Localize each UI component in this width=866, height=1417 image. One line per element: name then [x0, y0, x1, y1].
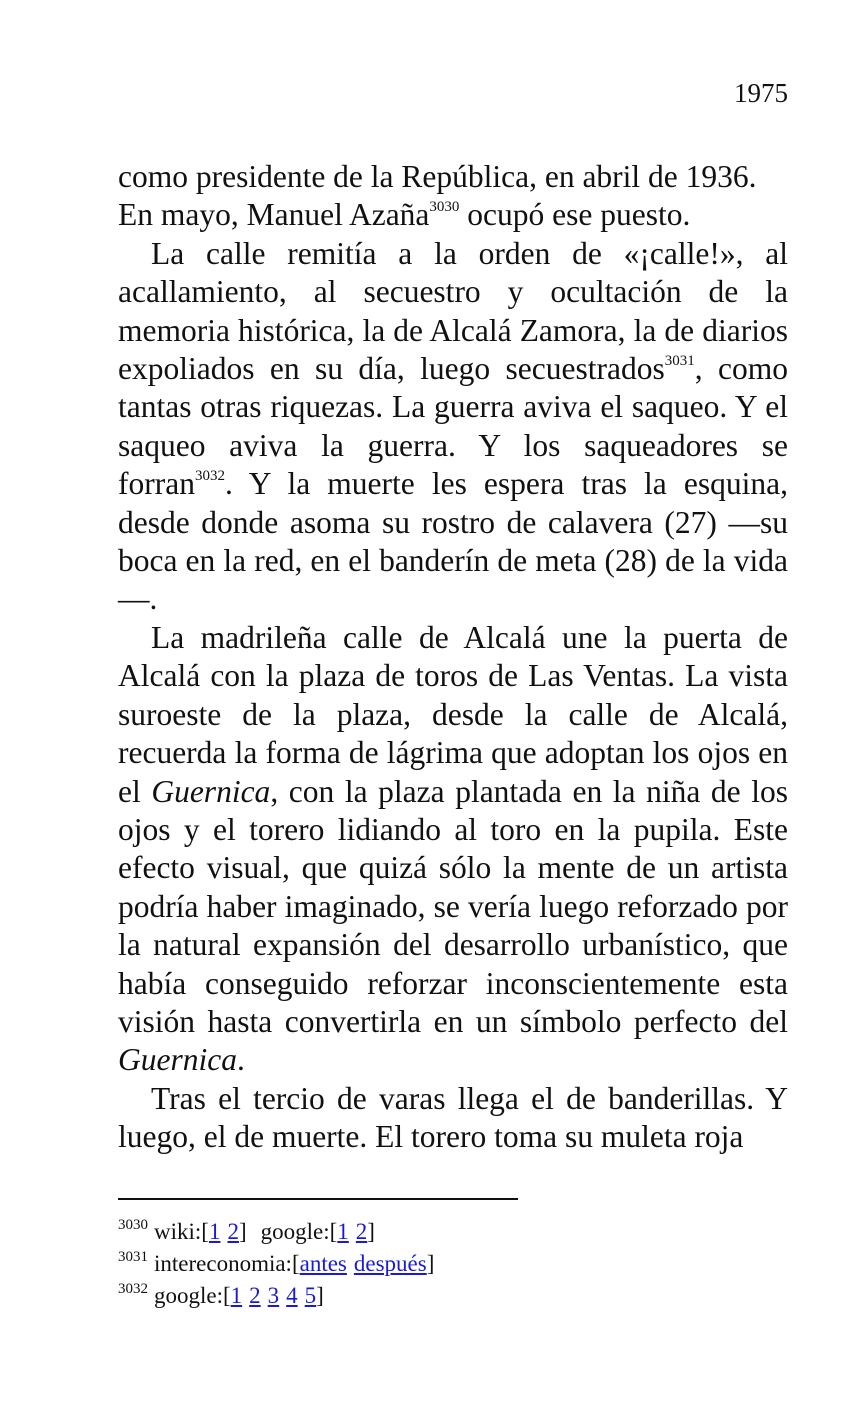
paragraph-text: La madrileña calle de Alcalá une la puerta de Alcalá con la plaza de toros de Las Ventas. La vista suroeste de la plaza, desde la calle de Alcalá, recuerda la forma de lágrima que adoptan los ojos en el	[118, 619, 788, 809]
google-link-2[interactable]: 2	[355, 1219, 368, 1244]
italic-title: Guernica	[118, 1042, 237, 1078]
footnote-label: google:	[154, 1283, 223, 1308]
paragraph-text: , como tantas otras riquezas. La guerra aviva el saqueo. Y el saqueo aviva la guerra. Y los saqueadores se forran	[118, 351, 789, 502]
paragraph	[118, 158, 788, 235]
intereconomia-link-antes[interactable]: antes	[299, 1251, 347, 1276]
footnote-3032: $^{3032}$ google:[1 2 3 4 5]	[118, 1281, 324, 1308]
footnote-number: 3030	[118, 1217, 148, 1233]
google-link-1[interactable]: 1	[337, 1219, 349, 1244]
paragraph	[118, 1080, 788, 1157]
footnotes	[118, 1216, 434, 1312]
paragraph-text: como presidente de la República, en abril de 1936. En mayo, Manuel Azaña	[118, 159, 757, 233]
google-link-1[interactable]: 1	[230, 1283, 243, 1308]
footnote-label: google:	[260, 1219, 330, 1244]
wiki-link-1[interactable]: 1	[208, 1219, 221, 1244]
paragraph-text: .	[236, 1042, 245, 1078]
wiki-link-2[interactable]: 2	[227, 1219, 239, 1244]
paragraph	[118, 235, 788, 619]
intereconomia-link-despues[interactable]: después	[353, 1251, 427, 1276]
footnote-number: 3031	[118, 1249, 148, 1265]
page-number: 1975	[734, 78, 788, 108]
paragraph-text: , con la plaza plantada en la niña de los ojos y el torero lidiando al toro en la pupila. Este efecto visual, que quizá sólo la mente de un artista podría haber imaginado, se vería luego reforzado por la natural expansión del desarrollo urbanístico, que había conseguido reforzar inconscientemente esta visión hasta convertirla en un símbolo perfecto del	[118, 773, 789, 1039]
footnote-divider	[118, 1198, 518, 1200]
footnote-label: intereconomia:	[154, 1251, 292, 1276]
footnote-3030: $^{3030}$ wiki:[1 2] google:[1 2]	[118, 1217, 375, 1244]
paragraph-text: ocupó ese puesto.	[459, 197, 691, 233]
google-link-5[interactable]: 5	[304, 1283, 317, 1308]
main-text	[118, 158, 788, 1157]
footnote-3031: $^{3031}$ intereconomia:[antes después]	[118, 1249, 435, 1276]
paragraph-text: La calle remitía a la orden de «¡calle!», al acallamiento, al secuestro y ocultación de la memoria histórica, la de Alcalá Zamora, la de diarios expoliados en su día, luego secuestrados	[118, 235, 788, 387]
paragraph-text: . Y la muerte les espera tras la esquina, desde donde asoma su rostro de calavera (27) —su boca en la red, en el banderín de meta (28) de la vida—.	[118, 466, 788, 617]
footnote-ref: 3032	[194, 468, 225, 485]
footnote-ref: 3031	[664, 353, 695, 370]
google-link-2[interactable]: 2	[249, 1283, 261, 1308]
paragraph	[118, 619, 788, 1080]
google-link-4[interactable]: 4	[286, 1283, 298, 1308]
italic-title: Guernica	[151, 773, 271, 809]
footnote-label: wiki:	[154, 1219, 202, 1244]
paragraph-text: Tras el tercio de varas llega el de banderillas. Y luego, el de muerte. El torero toma su muleta roja	[118, 1080, 788, 1155]
footnote-number: 3032	[118, 1281, 148, 1297]
google-link-3[interactable]: 3	[267, 1283, 280, 1308]
footnote-ref: 3030	[429, 199, 460, 216]
